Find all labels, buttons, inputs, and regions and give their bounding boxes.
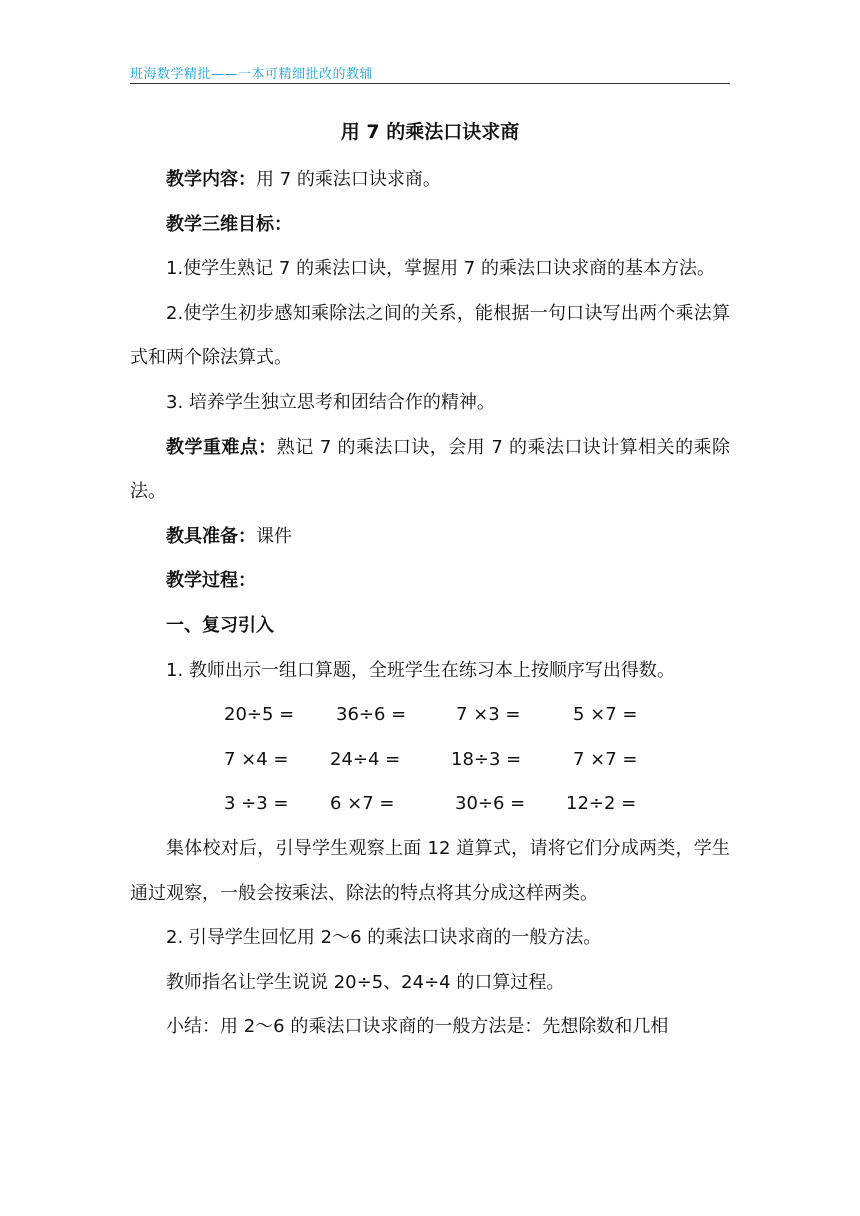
key-points [130, 426, 730, 515]
para-after-calc: 集体校对后，引导学生观察上面 12 道算式，请将它们分成两类，学生通过观察，一般会按乘法、除法的特点将其分成这样两类。 [130, 837, 730, 904]
calc-item: 12÷2 = [566, 793, 637, 815]
key-points-value: 熟记 7 的乘法口诀，会用 7 的乘法口诀计算相关的乘除法。 [130, 436, 730, 503]
calc-row-3 [130, 782, 730, 827]
step-2: 2. 引导学生回忆用 2～6 的乘法口诀求商的一般方法。 [166, 927, 602, 949]
calc-item: 18÷3 = [451, 748, 522, 770]
document-body [130, 158, 730, 1050]
teaching-content-value: 用 7 的乘法口诀求商。 [256, 169, 441, 190]
calc-item: 6 ×7 = [330, 793, 395, 815]
objective-3: 3. 培养学生独立思考和团结合作的精神。 [166, 391, 495, 413]
calc-item: 7 ×3 = [456, 704, 521, 726]
summary: 小结：用 2～6 的乘法口诀求商的一般方法是：先想除数和几相 [166, 1016, 669, 1038]
process-heading: 教学过程： [166, 570, 256, 592]
calc-item: 3 ÷3 = [224, 793, 289, 815]
teacher-prompt: 教师指名让学生说说 20÷5、24÷4 的口算过程。 [166, 971, 565, 993]
document-title: 用 7 的乘法口诀求商 [340, 121, 520, 143]
key-points-label: 教学重难点： [166, 436, 277, 458]
calc-item: 5 ×7 = [573, 704, 638, 726]
teaching-content-label: 教学内容： [166, 169, 256, 190]
teaching-content [130, 158, 730, 203]
objectives-heading: 教学三维目标： [166, 213, 292, 235]
page-header: 班海数学精批——一本可精细批改的教辅 [130, 67, 374, 82]
calc-item: 20÷5 = [224, 704, 295, 726]
objective-2: 2.使学生初步感知乘除法之间的关系，能根据一句口诀写出两个乘法算式和两个除法算式。 [130, 302, 730, 369]
step-1: 1. 教师出示一组口算题，全班学生在练习本上按顺序写出得数。 [166, 659, 675, 681]
calc-item: 7 ×7 = [573, 748, 638, 770]
objective-1: 1.使学生熟记 7 的乘法口诀，掌握用 7 的乘法口诀求商的基本方法。 [166, 258, 715, 280]
calc-item: 7 ×4 = [224, 748, 289, 770]
calc-item: 36÷6 = [336, 704, 407, 726]
calc-item: 24÷4 = [330, 748, 401, 770]
calc-item: 30÷6 = [455, 793, 526, 815]
header-divider [130, 83, 730, 84]
section-1-heading: 一、复习引入 [166, 614, 274, 636]
calc-row-2 [130, 738, 730, 783]
calc-row-1 [130, 693, 730, 738]
tools-label: 教具准备： [166, 525, 256, 547]
teaching-tools [130, 515, 730, 560]
tools-value: 课件 [256, 525, 292, 547]
